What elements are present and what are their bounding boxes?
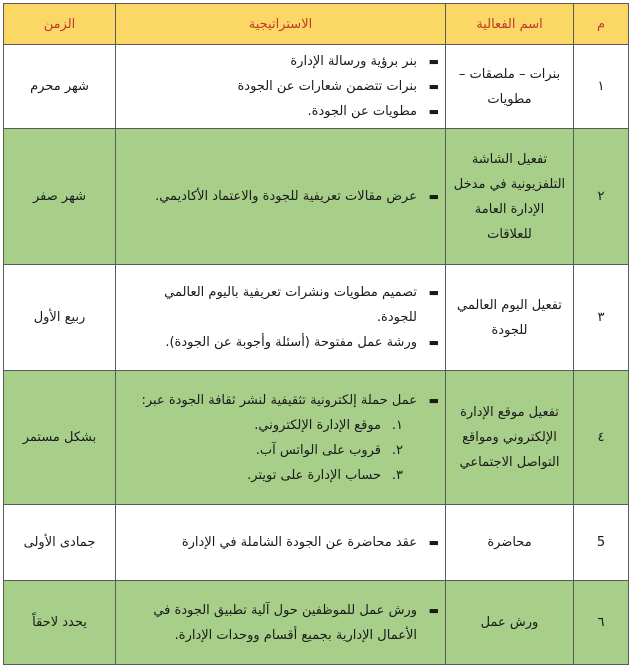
activity-name: بنرات – ملصقات – مطويات [446, 45, 574, 129]
time-cell: يحدد لاحقاً [4, 581, 116, 665]
strategy-cell [116, 581, 446, 665]
strategy-item: ▬ مطويات عن الجودة. [307, 104, 439, 119]
header-strategy: الاستراتيجية [116, 4, 446, 45]
time-cell: جمادى الأولى [4, 505, 116, 581]
strategy-item: ▬ ورشة عمل مفتوحة (أسئلة وأجوبة عن الجودة). [165, 335, 439, 350]
strategy-subitem: ٢.قروب على الواتس آب. [255, 442, 403, 458]
activity-name: محاضرة [446, 505, 574, 581]
table-row [4, 265, 629, 371]
strategy-item: ▬ بنر برؤية ورسالة الإدارة [290, 54, 439, 69]
header-time: الزمن [4, 4, 116, 45]
row-number: ٦ [574, 581, 629, 665]
strategy-item: ▬ عرض مقالات تعريفية للجودة والاعتماد الأكاديمي. [155, 189, 439, 204]
strategy-cell [116, 505, 446, 581]
table-row [4, 45, 629, 129]
time-cell: ربيع الأول [4, 265, 116, 371]
time-cell: شهر صفر [4, 129, 116, 265]
time-cell: شهر محرم [4, 45, 116, 129]
table-row [4, 371, 629, 505]
strategy-item: ▬ تصميم مطويات ونشرات تعريفية باليوم العالمي للجودة. [164, 285, 439, 325]
time-cell: بشكل مستمر [4, 371, 116, 505]
row-number: ٤ [574, 371, 629, 505]
strategy-item: ▬ بنرات تتضمن شعارات عن الجودة [237, 79, 439, 94]
row-number: ٢ [574, 129, 629, 265]
strategy-item: ▬ ورش عمل للموظفين حول آلية تطبيق الجودة في الأعمال الإدارية بجميع أقسام ووحدات الإدارة. [153, 602, 439, 643]
activity-name: تفعيل الشاشة التلفزيونية في مدخل الإدارة العامة للعلاقات [446, 129, 574, 265]
row-number: ٣ [574, 265, 629, 371]
strategy-subitem: ١.موقع الإدارة الإلكتروني. [254, 417, 403, 433]
activities-table [3, 3, 629, 665]
activity-name: ورش عمل [446, 581, 574, 665]
header-num: م [574, 4, 629, 45]
strategy-cell [116, 265, 446, 371]
header-row [4, 4, 629, 45]
row-number: ١ [574, 45, 629, 129]
activity-name: تفعيل موقع الإدارة الإلكتروني ومواقع التواصل الاجتماعي [446, 371, 574, 505]
table-row [4, 129, 629, 265]
strategy-item: ▬ عمل حملة إلكترونية تثقيفية لنشر ثقافة الجودة عبر: [141, 392, 439, 408]
strategy-item: ▬ عقد محاضرة عن الجودة الشاملة في الإدارة [181, 535, 439, 550]
strategy-cell [116, 45, 446, 129]
strategy-cell [116, 129, 446, 265]
strategy-subitem: ٣.حساب الإدارة على تويتر. [247, 467, 403, 483]
row-number: 5 [574, 505, 629, 581]
strategy-cell [116, 371, 446, 505]
table-row [4, 505, 629, 581]
activity-name: تفعيل اليوم العالمي للجودة [446, 265, 574, 371]
table-row [4, 581, 629, 665]
header-name: اسم الفعالية [446, 4, 574, 45]
